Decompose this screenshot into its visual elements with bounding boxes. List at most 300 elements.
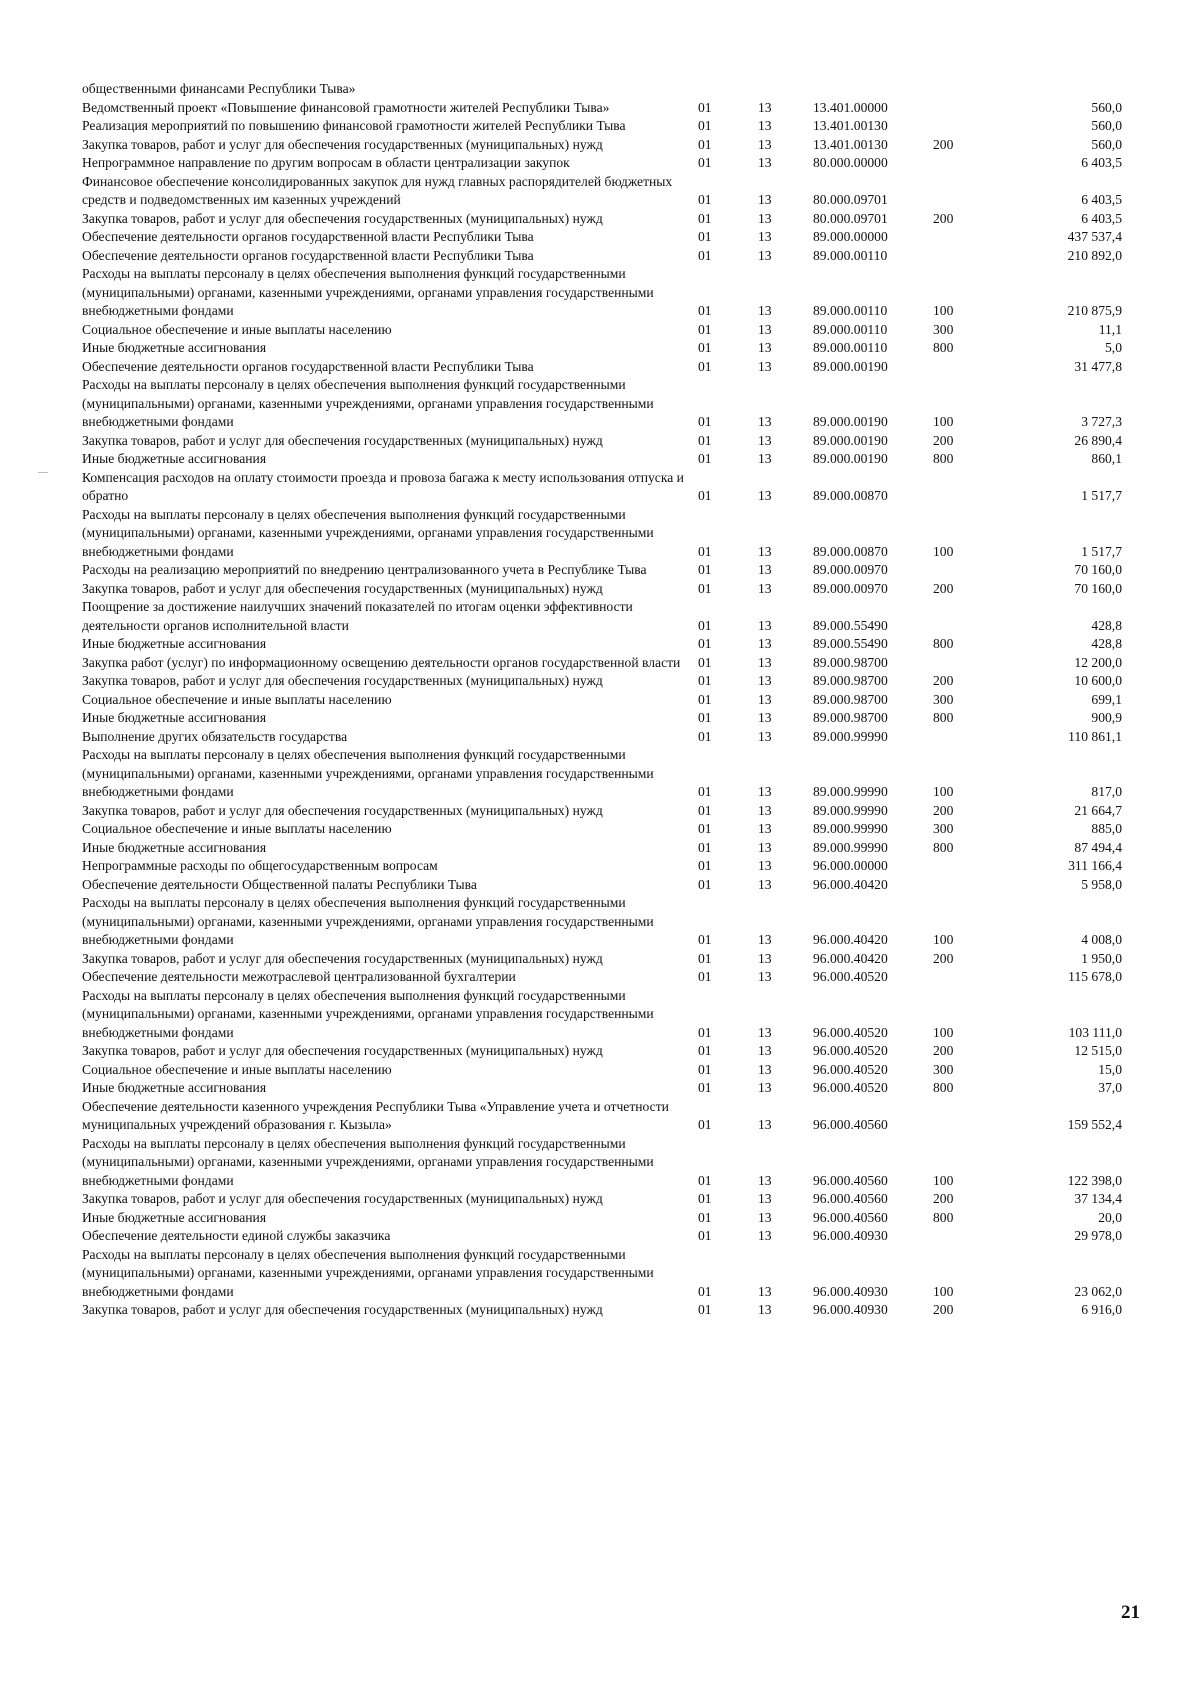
target-article-code: 96.000.40560 [813,1172,888,1188]
row-name: Закупка товаров, работ и услуг для обеспечения государственных (муниципальных) нужд [82,210,603,226]
section-code: 01 [698,155,712,170]
expense-type-code [933,358,1013,377]
table-row [82,654,1122,673]
expense-type-code: 800 [933,839,954,855]
expense-type-code [933,728,1013,747]
amount: 23 062,0 [1074,1283,1122,1299]
row-name: Ведомственный проект «Повышение финансовой грамотности жителей Республики Тыва» [82,99,610,115]
section-code: 01 [698,802,712,818]
row-name: Закупка товаров, работ и услуг для обеспечения государственных (муниципальных) нужд [82,1191,603,1206]
table-row [82,469,1122,506]
amount: 311 166,4 [1068,858,1122,873]
table-row [82,99,1122,118]
section-code: 01 [698,1191,712,1206]
expense-type-code: 800 [933,340,954,355]
row-name: Иные бюджетные ассигнования [82,451,267,466]
table-row [82,635,1122,654]
amount: 560,0 [1091,99,1122,115]
expense-type-code: 200 [933,1302,954,1317]
subsection-code: 13 [758,1043,772,1058]
target-article-code: 80.000.09701 [813,210,888,226]
subsection-code: 13 [758,358,772,374]
section-code: 01 [698,580,712,596]
subsection-code: 13 [758,1117,772,1132]
table-row [82,1227,1122,1246]
table-row [82,1190,1122,1209]
expense-type-code: 300 [933,1061,954,1077]
row-name: Закупка работ (услуг) по информационному освещению деятельности органов государственной власти [82,654,681,670]
target-article-code: 96.000.40420 [813,950,888,966]
amount: 110 861,1 [1068,728,1122,744]
target-article-code: 89.000.00190 [813,432,888,448]
subsection-code: 13 [758,876,772,892]
subsection-code: 13 [758,1228,772,1243]
subsection-code: 13 [758,858,772,873]
expense-type-code [933,1227,1013,1246]
amount: 210 875,9 [1067,303,1122,318]
amount: 4 008,0 [1081,932,1122,947]
expense-type-code: 800 [933,636,954,651]
expense-type-code: 300 [933,691,954,707]
subsection-code: 13 [758,1080,772,1095]
target-article-code: 96.000.40520 [813,1080,888,1095]
table-row [82,247,1122,266]
subsection-code: 13 [758,321,772,337]
expense-type-code: 800 [933,451,954,466]
target-article-code: 96.000.40560 [813,1191,888,1206]
target-article-code: 13.401.00130 [813,118,888,133]
row-name: Расходы на выплаты персоналу в целях обеспечения выполнения функций государственными (муниципальными) органами, казенными учреждениями, органами управления государственными внебюджетными фондами [82,506,654,559]
row-name: Обеспечение деятельности органов государственной власти Республики Тыва [82,229,534,244]
expense-type-code [933,598,1013,635]
amount: 11,1 [1098,321,1122,337]
expense-type-code [933,99,1013,118]
expense-type-code: 200 [933,432,954,448]
expense-type-code [933,561,1013,580]
section-code: 01 [698,247,712,263]
table-row [82,672,1122,691]
row-name: Иные бюджетные ассигнования [82,839,267,855]
target-article-code: 89.000.98700 [813,710,888,725]
row-name: Иные бюджетные ассигнования [82,340,267,355]
expense-type-code: 100 [933,303,954,318]
amount: 5,0 [1105,340,1122,355]
target-article-code: 89.000.00970 [813,562,888,577]
expense-type-code [933,228,1013,247]
amount: 6 403,5 [1081,210,1122,226]
amount: 103 111,0 [1068,1024,1122,1040]
table-row [82,1246,1122,1302]
subsection-code [758,80,813,99]
expense-type-code [933,857,1013,876]
amount: 6 403,5 [1081,155,1122,170]
amount: 115 678,0 [1068,969,1122,984]
section-code: 01 [698,451,712,466]
amount: 70 160,0 [1074,580,1122,596]
subsection-code: 13 [758,543,772,559]
section-code: 01 [698,340,712,355]
section-code: 01 [698,321,712,337]
expense-type-code [933,80,1013,99]
table-row [82,580,1122,599]
target-article-code: 96.000.40560 [813,1117,888,1132]
target-article-code: 89.000.98700 [813,673,888,688]
table-row [82,1301,1122,1320]
table-row [82,117,1122,136]
amount: 900,9 [1091,710,1122,725]
target-article-code: 96.000.40930 [813,1228,888,1243]
expense-type-code: 200 [933,1191,954,1206]
row-name: Закупка товаров, работ и услуг для обеспечения государственных (муниципальных) нужд [82,1302,603,1317]
expense-type-code [933,1098,1013,1135]
subsection-code: 13 [758,414,772,429]
section-code: 01 [698,1209,712,1225]
target-article-code: 96.000.00000 [813,858,888,873]
subsection-code: 13 [758,210,772,226]
section-code: 01 [698,1117,712,1132]
subsection-code: 13 [758,1191,772,1206]
expense-type-code [933,968,1013,987]
subsection-code: 13 [758,784,772,799]
expense-type-code: 300 [933,821,954,836]
row-name: Финансовое обеспечение консолидированных закупок для нужд главных распорядителей бюджетных средств и подведомственных им казенных учреждений [82,173,673,207]
section-code: 01 [698,932,712,947]
row-name: общественными финансами Республики Тыва» [82,81,356,96]
expense-type-code: 800 [933,710,954,725]
row-name: Расходы на выплаты персоналу в целях обеспечения выполнения функций государственными (муниципальными) органами, казенными учреждениями, органами управления государственными внебюджетными фондами [82,747,654,799]
subsection-code: 13 [758,932,772,947]
amount: 6 403,5 [1081,192,1122,207]
target-article-code: 89.000.99990 [813,728,888,744]
section-code: 01 [698,432,712,448]
row-name: Обеспечение деятельности единой службы заказчика [82,1228,391,1243]
amount: 817,0 [1091,784,1122,799]
table-row [82,561,1122,580]
table-row [82,968,1122,987]
section-code: 01 [698,1061,712,1077]
section-code: 01 [698,858,712,873]
expense-type-code: 800 [933,1209,954,1225]
target-article-code: 89.000.55490 [813,636,888,651]
target-article-code: 89.000.00870 [813,543,888,559]
amount: 159 552,4 [1067,1117,1122,1132]
section-code [698,80,758,99]
amount: 428,8 [1091,636,1122,651]
target-article-code: 89.000.99990 [813,839,888,855]
subsection-code: 13 [758,432,772,448]
table-row [82,210,1122,229]
target-article-code: 96.000.40420 [813,932,888,947]
table-row [82,339,1122,358]
table-row [82,950,1122,969]
section-code: 01 [698,303,712,318]
subsection-code: 13 [758,340,772,355]
target-article-code: 89.000.00870 [813,488,888,503]
section-code: 01 [698,673,712,688]
target-article-code: 89.000.00000 [813,229,888,244]
row-name: Иные бюджетные ассигнования [82,636,267,651]
subsection-code: 13 [758,1061,772,1077]
section-code: 01 [698,691,712,707]
table-row [82,839,1122,858]
section-code: 01 [698,543,712,559]
section-code: 01 [698,876,712,892]
row-name: Расходы на выплаты персоналу в целях обеспечения выполнения функций государственными (муниципальными) органами, казенными учреждениями, органами управления государственными внебюджетными фондами [82,895,654,947]
subsection-code: 13 [758,562,772,577]
expense-type-code: 100 [933,1024,954,1040]
target-article-code: 89.000.00110 [813,321,888,337]
amount: 21 664,7 [1074,802,1122,818]
target-article-code: 89.000.00110 [813,303,888,318]
table-row [82,1079,1122,1098]
table-row [82,1135,1122,1191]
table-row [82,358,1122,377]
subsection-code: 13 [758,118,772,133]
row-name: Социальное обеспечение и иные выплаты населению [82,691,392,707]
section-code: 01 [698,118,712,133]
subsection-code: 13 [758,580,772,596]
row-name: Иные бюджетные ассигнования [82,1209,267,1225]
target-article-code: 89.000.00190 [813,451,888,466]
target-article-code: 96.000.40520 [813,1061,888,1077]
page-number: 21 [1121,1602,1140,1623]
row-name: Обеспечение деятельности органов государственной власти Республики Тыва [82,358,534,374]
expense-type-code: 200 [933,210,954,226]
subsection-code: 13 [758,303,772,318]
target-article-code: 96.000.40930 [813,1302,888,1317]
section-code: 01 [698,1283,712,1299]
amount: 37 134,4 [1074,1191,1122,1206]
amount: 10 600,0 [1074,673,1122,688]
section-code: 01 [698,969,712,984]
target-article-code: 96.000.40520 [813,969,888,984]
subsection-code: 13 [758,617,772,633]
amount: 437 537,4 [1067,229,1122,244]
section-code: 01 [698,562,712,577]
row-name: Выполнение других обязательств государства [82,728,348,744]
table-row [82,154,1122,173]
section-code: 01 [698,1172,712,1188]
row-name: Расходы на выплаты персоналу в целях обеспечения выполнения функций государственными (муниципальными) органами, казенными учреждениями, органами управления государственными внебюджетными фондами [82,377,654,429]
row-name: Расходы на выплаты персоналу в целях обеспечения выполнения функций государственными (муниципальными) органами, казенными учреждениями, органами управления государственными внебюджетными фондами [82,1135,654,1188]
budget-table-body [82,80,1122,1320]
row-name: Расходы на выплаты персоналу в целях обеспечения выполнения функций государственными (муниципальными) органами, казенными учреждениями, органами управления государственными внебюджетными фондами [82,266,654,318]
expense-type-code: 300 [933,321,954,337]
section-code: 01 [698,192,712,207]
row-name: Закупка товаров, работ и услуг для обеспечения государственных (муниципальных) нужд [82,673,603,688]
amount: 428,8 [1091,617,1122,633]
amount: 560,0 [1091,118,1122,133]
row-name: Расходы на выплаты персоналу в целях обеспечения выполнения функций государственными (муниципальными) органами, казенными учреждениями, органами управления государственными внебюджетными фондами [82,1246,654,1299]
target-article-code: 89.000.99990 [813,802,888,818]
subsection-code: 13 [758,1302,772,1317]
expense-type-code [933,876,1013,895]
table-row [82,857,1122,876]
section-code: 01 [698,414,712,429]
amount [1013,80,1122,99]
row-name: Социальное обеспечение и иные выплаты населению [82,1061,392,1077]
table-row [82,1061,1122,1080]
subsection-code: 13 [758,950,772,966]
target-article-code: 89.000.98700 [813,654,888,670]
row-name: Непрограммное направление по другим вопросам в области централизации закупок [82,155,570,170]
section-code: 01 [698,839,712,855]
row-name: Закупка товаров, работ и услуг для обеспечения государственных (муниципальных) нужд [82,1043,603,1058]
expense-type-code: 100 [933,1283,954,1299]
target-article-code: 96.000.40930 [813,1283,888,1299]
row-name: Закупка товаров, работ и услуг для обеспечения государственных (муниципальных) нужд [82,432,603,448]
table-row [82,136,1122,155]
subsection-code: 13 [758,728,772,744]
expense-type-code [933,247,1013,266]
expense-type-code: 200 [933,580,954,596]
amount: 12 200,0 [1074,654,1122,670]
scan-artifact [38,472,48,473]
table-row [82,894,1122,950]
target-article-code: 13.401.00000 [813,99,888,115]
target-article-code: 96.000.40520 [813,1024,888,1040]
row-name: Реализация мероприятий по повышению финансовой грамотности жителей Республики Тыва [82,118,626,133]
row-name: Закупка товаров, работ и услуг для обеспечения государственных (муниципальных) нужд [82,136,603,152]
row-name: Расходы на реализацию мероприятий по внедрению централизованного учета в Республике Тыва [82,562,647,577]
amount: 26 890,4 [1074,432,1122,448]
amount: 860,1 [1091,451,1122,466]
expense-type-code [933,173,1013,210]
expense-type-code: 100 [933,784,954,799]
section-code: 01 [698,710,712,725]
table-row [82,876,1122,895]
section-code: 01 [698,210,712,226]
amount: 1 517,7 [1081,488,1122,503]
table-row [82,80,1122,99]
amount: 31 477,8 [1074,358,1122,374]
row-name: Закупка товаров, работ и услуг для обеспечения государственных (муниципальных) нужд [82,950,603,966]
amount: 70 160,0 [1074,562,1122,577]
amount: 87 494,4 [1074,839,1122,855]
row-name: Иные бюджетные ассигнования [82,710,267,725]
row-name: Обеспечение деятельности межотраслевой централизованной бухгалтерии [82,969,516,984]
section-code: 01 [698,1024,712,1040]
budget-table [82,80,1122,1320]
subsection-code: 13 [758,839,772,855]
row-name: Закупка товаров, работ и услуг для обеспечения государственных (муниципальных) нужд [82,580,603,596]
table-row [82,450,1122,469]
subsection-code: 13 [758,1283,772,1299]
target-article-code: 89.000.99990 [813,784,888,799]
table-row [82,746,1122,802]
table-row [82,228,1122,247]
amount: 1 517,7 [1081,543,1122,559]
subsection-code: 13 [758,247,772,263]
target-article-code: 89.000.00970 [813,580,888,596]
section-code: 01 [698,1043,712,1058]
expense-type-code: 200 [933,1043,954,1058]
amount: 29 978,0 [1074,1228,1122,1243]
amount: 15,0 [1098,1061,1122,1077]
expense-type-code: 200 [933,802,954,818]
section-code: 01 [698,821,712,836]
section-code: 01 [698,229,712,244]
target-article-code: 96.000.40420 [813,876,888,892]
amount: 122 398,0 [1067,1172,1122,1188]
expense-type-code: 800 [933,1080,954,1095]
expense-type-code [933,117,1013,136]
expense-type-code: 200 [933,673,954,688]
target-article-code: 89.000.00110 [813,340,888,355]
section-code: 01 [698,99,712,115]
subsection-code: 13 [758,673,772,688]
subsection-code: 13 [758,802,772,818]
subsection-code: 13 [758,155,772,170]
amount: 5 958,0 [1081,876,1122,892]
section-code: 01 [698,488,712,503]
target-article-code: 80.000.00000 [813,155,888,170]
section-code: 01 [698,950,712,966]
amount: 37,0 [1098,1080,1122,1095]
amount: 210 892,0 [1067,247,1122,263]
expense-type-code: 100 [933,932,954,947]
table-row [82,376,1122,432]
section-code: 01 [698,728,712,744]
row-name: Обеспечение деятельности Общественной палаты Республики Тыва [82,876,477,892]
section-code: 01 [698,358,712,374]
subsection-code: 13 [758,710,772,725]
expense-type-code [933,469,1013,506]
target-article-code: 96.000.40560 [813,1209,888,1225]
subsection-code: 13 [758,636,772,651]
target-article-code: 89.000.98700 [813,691,888,707]
row-name: Закупка товаров, работ и услуг для обеспечения государственных (муниципальных) нужд [82,802,603,818]
table-row [82,728,1122,747]
section-code: 01 [698,617,712,633]
section-code: 01 [698,654,712,670]
table-row [82,802,1122,821]
amount: 1 950,0 [1081,950,1122,966]
section-code: 01 [698,636,712,651]
section-code: 01 [698,1080,712,1095]
table-row [82,173,1122,210]
target-article-code: 13.401.00130 [813,136,888,152]
amount: 12 515,0 [1074,1043,1122,1058]
expense-type-code [933,154,1013,173]
table-row [82,820,1122,839]
target-article-code [813,80,933,99]
amount: 885,0 [1091,821,1122,836]
subsection-code: 13 [758,192,772,207]
subsection-code: 13 [758,99,772,115]
expense-type-code: 100 [933,1172,954,1188]
subsection-code: 13 [758,654,772,670]
amount: 560,0 [1091,136,1122,152]
amount: 20,0 [1098,1209,1122,1225]
table-row [82,987,1122,1043]
table-row [82,1042,1122,1061]
table-row [82,691,1122,710]
subsection-code: 13 [758,821,772,836]
section-code: 01 [698,784,712,799]
expense-type-code: 100 [933,543,954,559]
target-article-code: 89.000.00110 [813,247,888,263]
table-row [82,709,1122,728]
target-article-code: 80.000.09701 [813,192,888,207]
subsection-code: 13 [758,229,772,244]
row-name: Расходы на выплаты персоналу в целях обеспечения выполнения функций государственными (муниципальными) органами, казенными учреждениями, органами управления государственными внебюджетными фондами [82,987,654,1040]
section-code: 01 [698,136,712,152]
amount: 3 727,3 [1081,414,1122,429]
subsection-code: 13 [758,136,772,152]
target-article-code: 89.000.55490 [813,617,888,633]
expense-type-code: 100 [933,414,954,429]
